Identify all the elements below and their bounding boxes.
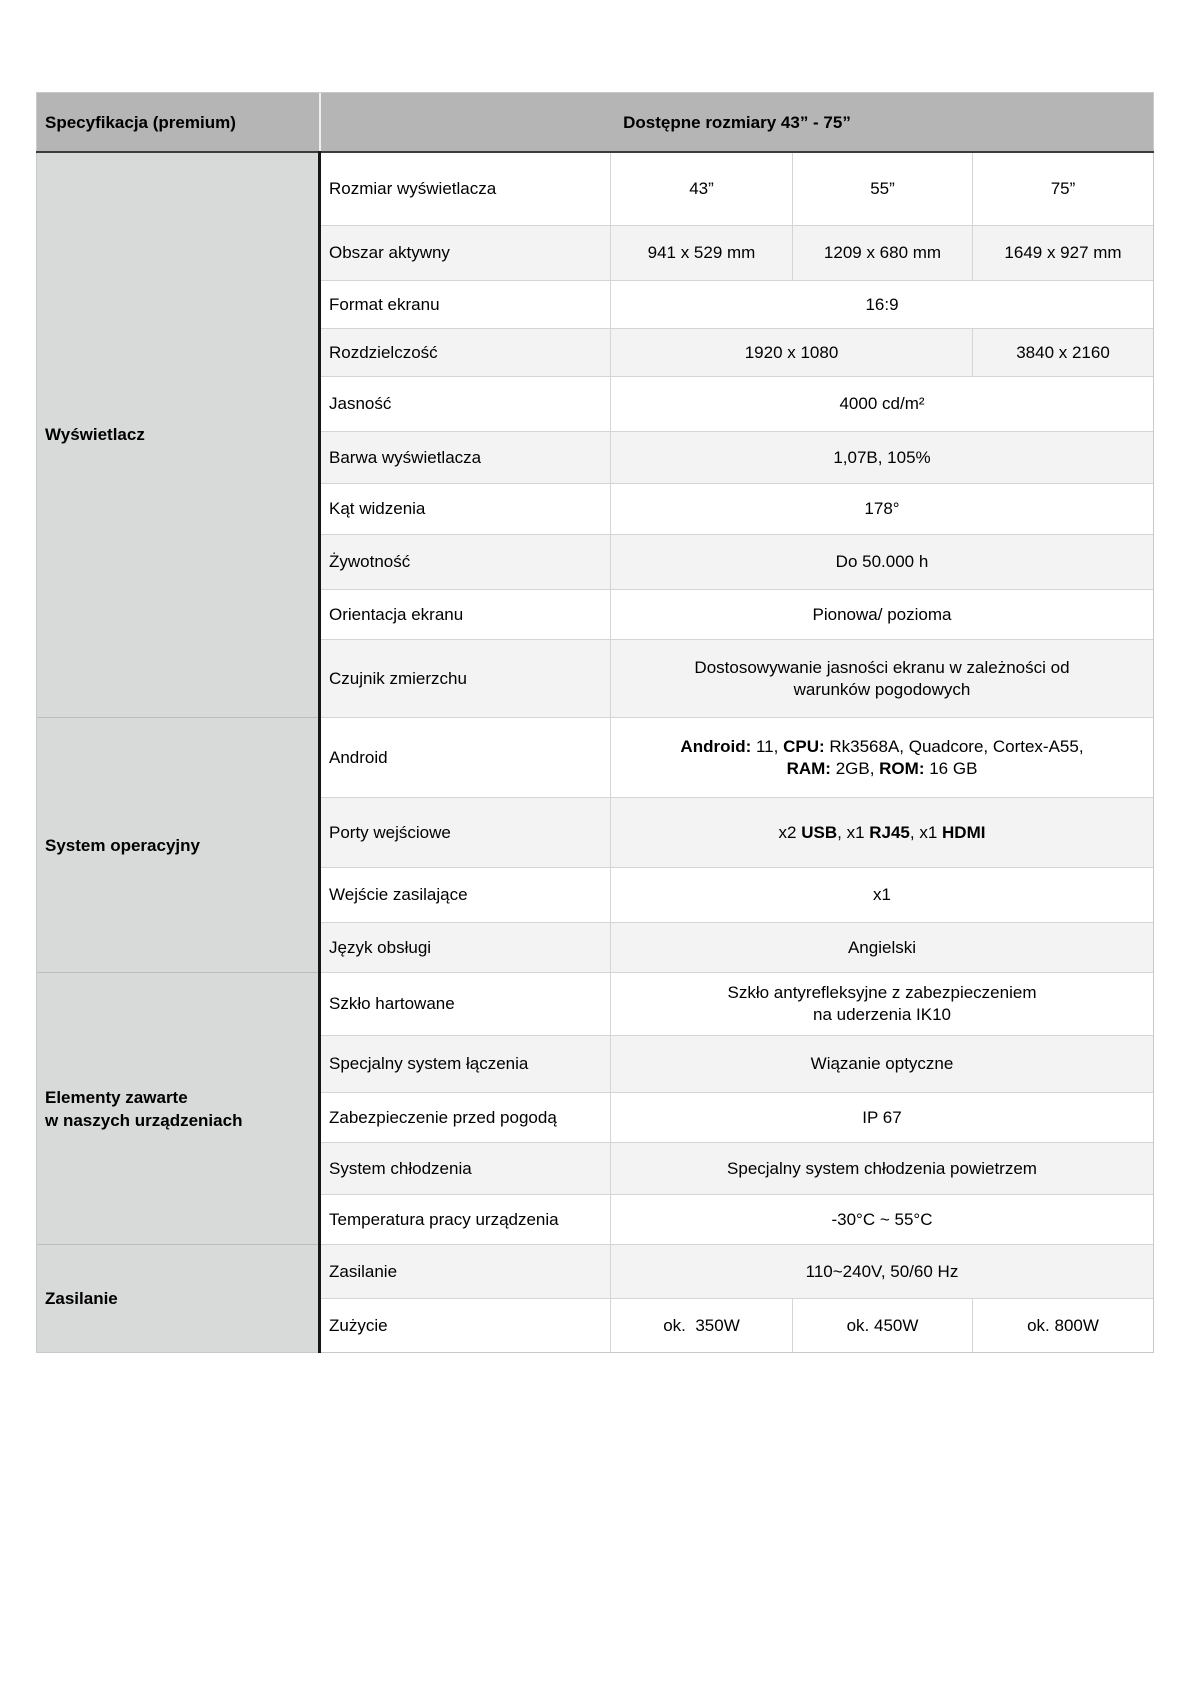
cell-czujnik-value xyxy=(611,639,1153,717)
row-jezyk-label: Język obsługi xyxy=(319,922,611,972)
section-elementy-zawarte xyxy=(37,972,319,1244)
cell-zuzycie-43: ok. 350W xyxy=(611,1298,792,1352)
cell-chlodzenie-value: Specjalny system chłodzenia powietrzem xyxy=(611,1142,1153,1194)
row-laczenie-label: Specjalny system łączenia xyxy=(319,1035,611,1092)
row-format-label: Format ekranu xyxy=(319,280,611,328)
row-szklo-label: Szkło hartowane xyxy=(319,972,611,1035)
row-android-label: Android xyxy=(319,717,611,797)
section-zasilanie-label: Zasilanie xyxy=(45,1289,118,1308)
section-elementy-line2: w naszych urządzeniach xyxy=(45,1110,243,1130)
row-wejscie-label: Wejście zasilające xyxy=(319,867,611,922)
row-czujnik-label: Czujnik zmierzchu xyxy=(319,639,611,717)
section-elementy-zawarte-label xyxy=(45,1086,242,1132)
cell-jezyk-value: Angielski xyxy=(611,922,1153,972)
header-bottom-divider xyxy=(36,151,1154,153)
row-chlodzenie-label: System chłodzenia xyxy=(319,1142,611,1194)
cell-zuzycie-75: ok. 800W xyxy=(972,1298,1153,1352)
header-spec-label xyxy=(37,93,319,152)
row-zuzycie-label: Zużycie xyxy=(319,1298,611,1352)
header-sizes-label xyxy=(319,93,1153,152)
cell-temperatura-value: -30°C ~ 55°C xyxy=(611,1194,1153,1244)
section-wyswietlacz-label: Wyświetlacz xyxy=(45,425,145,444)
cell-porty-value xyxy=(611,797,1153,867)
row-barwa-label: Barwa wyświetlacza xyxy=(319,431,611,483)
szklo-line2: na uderzenia IK10 xyxy=(812,1005,951,1024)
cell-rozmiar-43: 43” xyxy=(611,152,792,225)
cell-zuzycie-55: ok. 450W xyxy=(792,1298,972,1352)
row-porty-label: Porty wejściowe xyxy=(319,797,611,867)
cell-barwa-value: 1,07B, 105% xyxy=(611,431,1153,483)
cell-android-value xyxy=(611,717,1153,797)
row-rozmiar-label: Rozmiar wyświetlacza xyxy=(319,152,611,225)
category-column-divider xyxy=(318,151,321,1353)
cell-szklo-value xyxy=(611,972,1153,1035)
row-jasnosc-label: Jasność xyxy=(319,376,611,431)
cell-rozdzielczosc-uhd: 3840 x 2160 xyxy=(972,328,1153,376)
cell-rozdzielczosc-fhd: 1920 x 1080 xyxy=(611,328,972,376)
android-line2: RAM: 2GB, ROM: 16 GB xyxy=(786,758,978,778)
cell-rozmiar-55: 55” xyxy=(792,152,972,225)
cell-obszar-75: 1649 x 927 mm xyxy=(972,225,1153,280)
cell-obszar-55: 1209 x 680 mm xyxy=(792,225,972,280)
cell-format-value: 16:9 xyxy=(611,280,1153,328)
czujnik-line2: warunków pogodowych xyxy=(793,679,971,699)
cell-rozmiar-75: 75” xyxy=(972,152,1153,225)
cell-jasnosc-value: 4000 cd/m² xyxy=(611,376,1153,431)
android-line1: Android: 11, CPU: Rk3568A, Quadcore, Cortex-A55, xyxy=(680,736,1084,756)
section-wyswietlacz xyxy=(37,152,319,717)
cell-zasilanie-value: 110~240V, 50/60 Hz xyxy=(611,1244,1153,1298)
row-obszar-label: Obszar aktywny xyxy=(319,225,611,280)
porty-rich-text: x2 USB, x1 RJ45, x1 HDMI xyxy=(778,822,986,842)
row-kat-label: Kąt widzenia xyxy=(319,483,611,534)
row-temperatura-label: Temperatura pracy urządzenia xyxy=(319,1194,611,1244)
cell-zywotnosc-value: Do 50.000 h xyxy=(611,534,1153,589)
szklo-line1: Szkło antyrefleksyjne z zabezpieczeniem xyxy=(727,983,1037,1002)
section-system-operacyjny-label: System operacyjny xyxy=(45,835,200,855)
row-rozdzielczosc-label: Rozdzielczość xyxy=(319,328,611,376)
row-zywotnosc-label: Żywotność xyxy=(319,534,611,589)
cell-wejscie-value: x1 xyxy=(611,867,1153,922)
cell-kat-value: 178° xyxy=(611,483,1153,534)
cell-orientacja-value: Pionowa/ pozioma xyxy=(611,589,1153,639)
cell-pogoda-value: IP 67 xyxy=(611,1092,1153,1142)
section-system-operacyjny xyxy=(37,717,319,972)
czujnik-line1: Dostosowywanie jasności ekranu w zależności od xyxy=(694,657,1070,677)
section-elementy-line1: Elementy zawarte xyxy=(45,1087,188,1107)
cell-laczenie-value: Wiązanie optyczne xyxy=(611,1035,1153,1092)
spec-table xyxy=(36,92,1154,1353)
section-zasilanie xyxy=(37,1244,319,1352)
cell-obszar-43: 941 x 529 mm xyxy=(611,225,792,280)
header-sizes-text: Dostępne rozmiary 43” - 75” xyxy=(623,112,851,132)
header-spec-text: Specyfikacja (premium) xyxy=(45,112,236,132)
row-pogoda-label: Zabezpieczenie przed pogodą xyxy=(319,1092,611,1142)
row-orientacja-label: Orientacja ekranu xyxy=(319,589,611,639)
row-zasilanie-label: Zasilanie xyxy=(319,1244,611,1298)
